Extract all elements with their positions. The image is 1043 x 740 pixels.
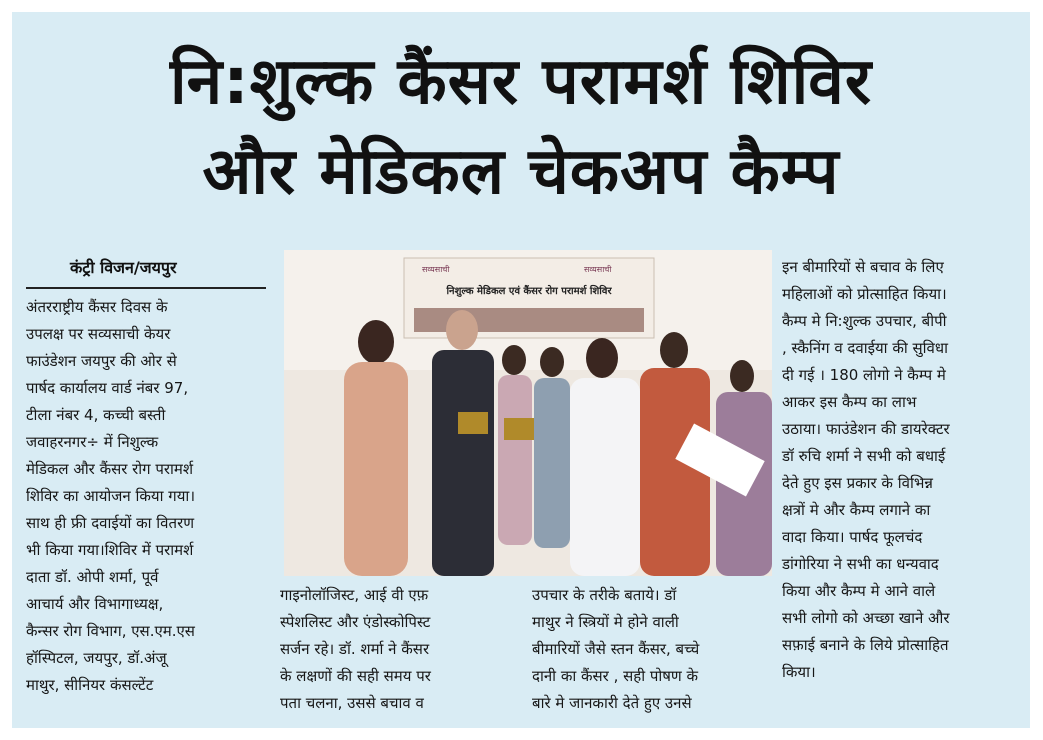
banner-logo-left: सव्यसाची bbox=[422, 265, 450, 274]
article-column-4 bbox=[782, 254, 1022, 686]
col1-line: अंतरराष्ट्रीय कैंसर दिवस के bbox=[26, 298, 168, 316]
col3-line: माथुर ने स्त्रियों मे होने वाली bbox=[532, 613, 679, 631]
article-column-3 bbox=[532, 582, 772, 717]
col2-line: पता चलना, उससे बचाव व bbox=[280, 694, 424, 712]
col4-line: डांगोरिया ने सभी का धन्यवाद bbox=[782, 555, 939, 573]
col1-line: माथुर, सीनियर कंसल्टेंट bbox=[26, 676, 154, 694]
col1-line: आचार्य और विभागाध्यक्ष, bbox=[26, 595, 164, 613]
banner-title: निशुल्क मेडिकल एवं कैंसर रोग परामर्श शिविर bbox=[446, 286, 612, 297]
col1-line: शिविर का आयोजन किया गया। bbox=[26, 487, 195, 505]
col1-line: जवाहरनगर÷ में निशुल्क bbox=[26, 433, 159, 451]
col3-line: बारे मे जानकारी देते हुए उनसे bbox=[532, 694, 692, 712]
byline-rule bbox=[26, 287, 266, 289]
col2-line: सर्जन रहे। डॉ. शर्मा ने कैंसर bbox=[280, 640, 430, 658]
col4-line: सफ़ाई बनाने के लिये प्रोत्साहित bbox=[782, 636, 949, 654]
article-column-1 bbox=[26, 294, 266, 699]
col1-line: भी किया गया।शिविर में परामर्श bbox=[26, 541, 194, 559]
col2-line: गाइनोलॉजिस्ट, आई वी एफ़ bbox=[280, 586, 429, 604]
col4-line: किया। bbox=[782, 663, 816, 681]
headline-line-2: और मेडिकल चेकअप कैम्प bbox=[202, 135, 840, 209]
col2-line: स्पेशलिस्ट और एंडोस्कोपिस्ट bbox=[280, 613, 431, 631]
col2-line: के लक्षणों की सही समय पर bbox=[280, 667, 431, 685]
col1-line: टीला नंबर 4, कच्ची बस्ती bbox=[26, 406, 166, 424]
event-photo bbox=[284, 250, 772, 576]
banner-logo-right: सव्यसाची bbox=[584, 265, 612, 274]
col4-line: किया और कैम्प मे आने वाले bbox=[782, 582, 936, 600]
col3-line: दानी का कैंसर , सही पोषण के bbox=[532, 667, 699, 685]
col3-line: उपचार के तरीके बताये। डॉ bbox=[532, 586, 677, 604]
byline: कंट्री विजन/जयपुर bbox=[70, 258, 177, 277]
col1-line: कैन्सर रोग विभाग, एस.एम.एस bbox=[26, 622, 195, 640]
col4-line: दी गई । 180 लोगो ने कैम्प मे bbox=[782, 366, 946, 384]
col1-line: फाउंडेशन जयपुर की ओर से bbox=[26, 352, 177, 370]
headline-line-1: नि:शुल्क कैंसर परामर्श शिविर bbox=[170, 45, 872, 119]
event-photo-illustration bbox=[284, 250, 772, 576]
col4-line: महिलाओं को प्रोत्साहित किया। bbox=[782, 285, 947, 303]
newspaper-clipping bbox=[12, 12, 1030, 728]
col4-line: इन बीमारियों से बचाव के लिए bbox=[782, 258, 944, 276]
col4-line: , स्कैनिंग व दवाईया की सुविधा bbox=[782, 339, 948, 357]
col1-line: दाता डॉ. ओपी शर्मा, पूर्व bbox=[26, 568, 159, 586]
col1-line: पार्षद कार्यालय वार्ड नंबर 97, bbox=[26, 379, 189, 397]
col1-line: हॉस्पिटल, जयपुर, डॉ.अंजू bbox=[26, 649, 167, 667]
article-column-2 bbox=[280, 582, 520, 717]
col1-line: साथ ही फ्री दवाईयों का वितरण bbox=[26, 514, 195, 532]
col4-line: क्षत्रों मे और कैम्प लगाने का bbox=[782, 501, 931, 519]
col1-line: मेडिकल और कैंसर रोग परामर्श bbox=[26, 460, 194, 478]
col4-line: डॉ रुचि शर्मा ने सभी को बधाई bbox=[782, 447, 946, 465]
col4-line: उठाया। फाउंडेशन की डायरेक्टर bbox=[782, 420, 950, 438]
col4-line: कैम्प मे नि:शुल्क उपचार, बीपी bbox=[782, 312, 947, 330]
col1-line: उपलक्ष पर सव्यसाची केयर bbox=[26, 325, 171, 343]
col3-line: बीमारियों जैसे स्तन कैंसर, बच्चे bbox=[532, 640, 700, 658]
col4-line: आकर इस कैम्प का लाभ bbox=[782, 393, 917, 411]
col4-line: सभी लोगो को अच्छा खाने और bbox=[782, 609, 950, 627]
col4-line: देते हुए इस प्रकार के विभिन्न bbox=[782, 474, 933, 492]
col4-line: वादा किया। पार्षद फूलचंद bbox=[782, 528, 923, 546]
